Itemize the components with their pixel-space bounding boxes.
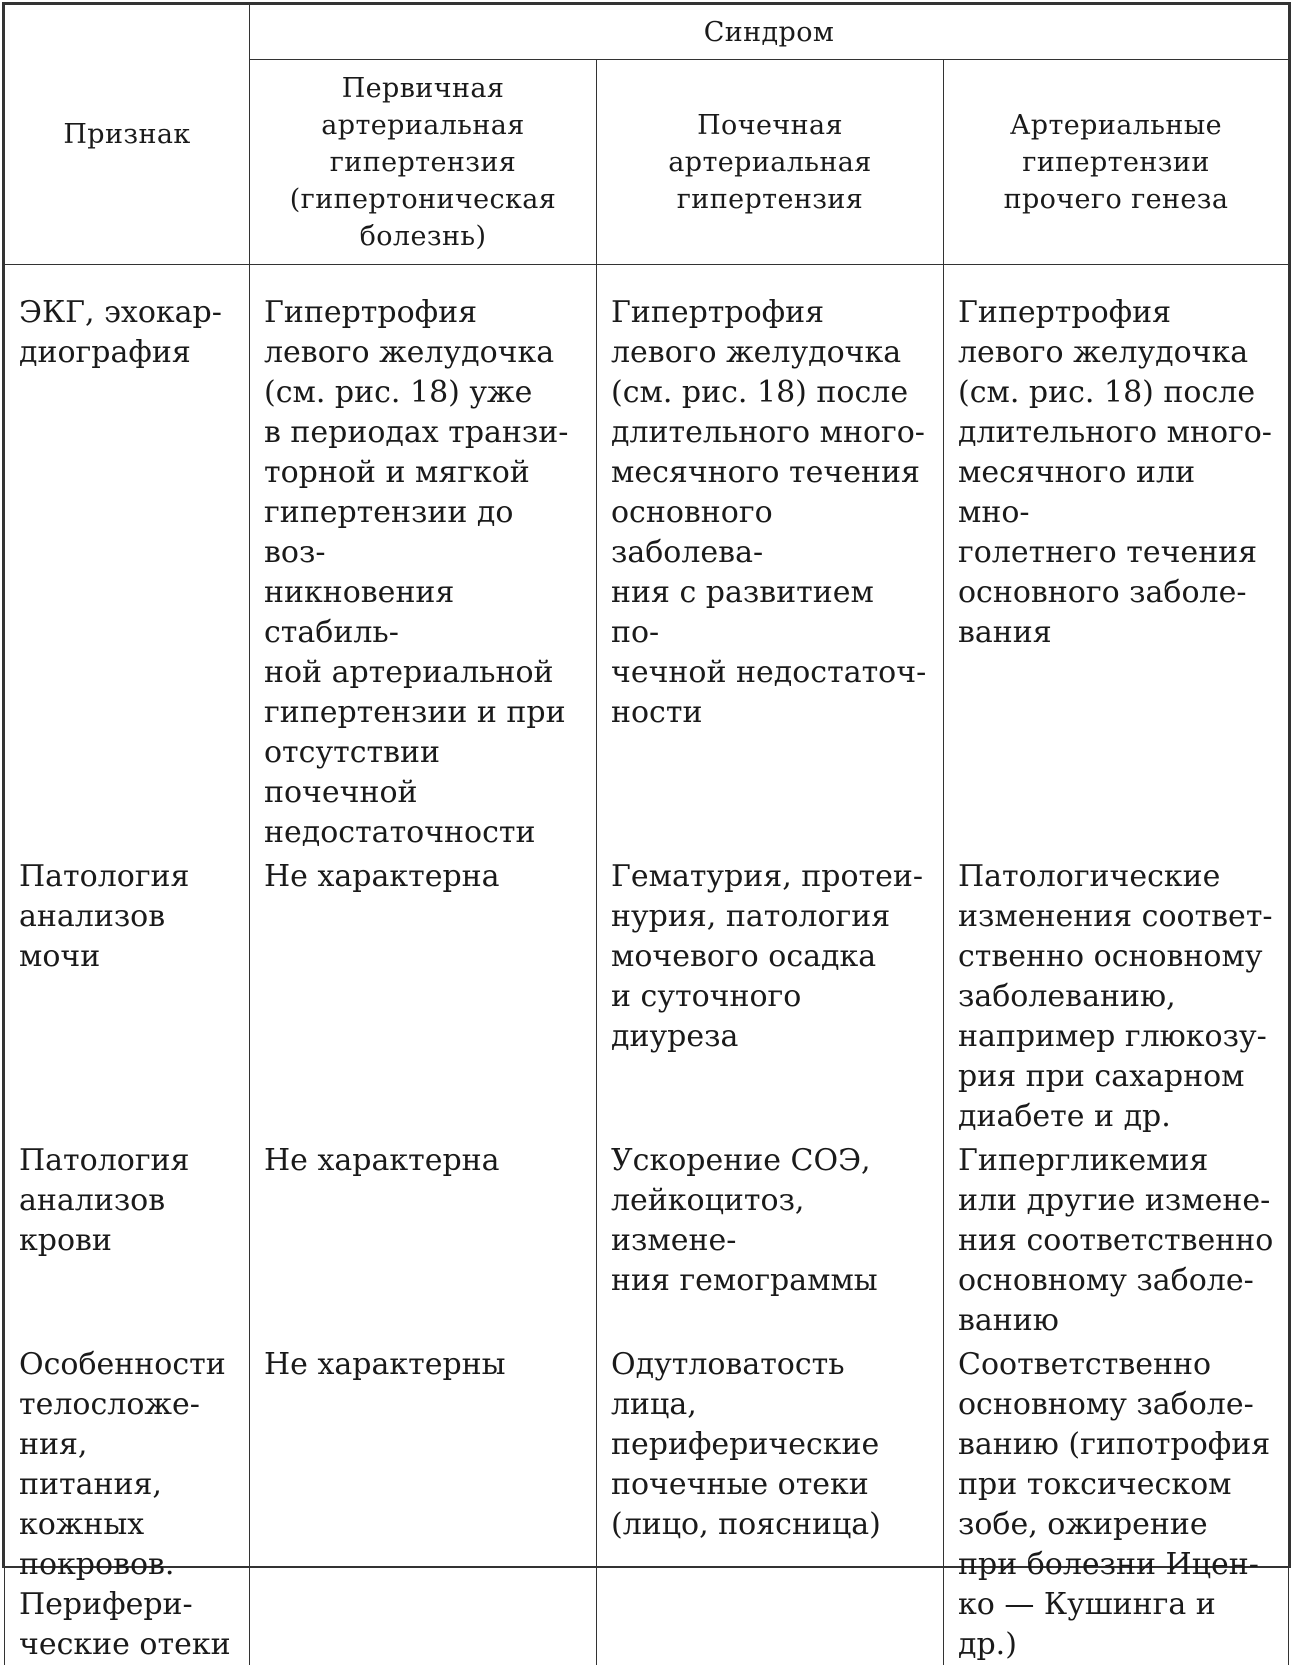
primary-text: Не характерна xyxy=(264,1143,500,1178)
other-text: Гипергликемия или другие измене- ния соответственно основному заболе- ванию xyxy=(958,1143,1274,1338)
feature-cell xyxy=(5,853,250,1137)
renal-cell xyxy=(597,1341,944,1665)
header-syndrome xyxy=(250,5,1289,60)
renal-text: Гематурия, протеи- нурия, патология мочевого осадка и суточного диуреза xyxy=(611,859,924,1054)
table-row-blood xyxy=(5,1137,1289,1341)
hypertension-comparison-table xyxy=(2,2,1291,1662)
header-renal-hypertension xyxy=(597,60,944,265)
table-row-physique xyxy=(5,1341,1289,1665)
other-cell xyxy=(944,1137,1289,1341)
header-row-syndrome xyxy=(5,5,1289,60)
primary-cell xyxy=(250,1137,597,1341)
table-row-ecg xyxy=(5,265,1289,854)
renal-cell xyxy=(597,265,944,854)
header-column-label: Первичная артериальная гипертензия (гипертоническая болезнь) xyxy=(289,72,557,252)
renal-text: Ускорение СОЭ, лейкоцитоз, измене- ния гемограммы xyxy=(611,1143,878,1298)
other-text: Соответственно основному заболе- ванию (гипотрофия при токсическом зобе, ожирение при болезни Ицен- ко — Кушинга и др.) xyxy=(958,1347,1271,1662)
header-feature xyxy=(5,5,250,265)
header-other-hypertension xyxy=(944,60,1289,265)
renal-text: Гипертрофия левого желудочка (см. рис. 18) после длительного много- месячного течения основного заболева- ния с развитием по- чечной недостаточ- ности xyxy=(611,295,927,730)
feature-cell xyxy=(5,1137,250,1341)
header-primary-hypertension xyxy=(250,60,597,265)
header-feature-label: Признак xyxy=(63,119,191,150)
other-cell xyxy=(944,1341,1289,1665)
feature-text: Патология анализов крови xyxy=(19,1143,190,1258)
renal-cell xyxy=(597,1137,944,1341)
feature-text: Особенности телосложе- ния, питания, кожных покровов. Перифери- ческие отеки xyxy=(19,1347,231,1662)
feature-cell xyxy=(5,265,250,854)
primary-cell xyxy=(250,265,597,854)
header-syndrome-label: Синдром xyxy=(703,16,835,48)
feature-text: Патология анализов мочи xyxy=(19,859,190,974)
other-text: Гипертрофия левого желудочка (см. рис. 18) после длительного много- месячного или мно- голетнего течения основного заболе- вания xyxy=(958,295,1272,650)
syndrome-table xyxy=(4,4,1289,1665)
other-text: Патологические изменения соответ- ственно основному заболеванию, например глюкозу- рия при сахарном диабете и др. xyxy=(958,859,1273,1134)
other-cell xyxy=(944,853,1289,1137)
feature-text: ЭКГ, эхокар- диография xyxy=(19,295,222,370)
feature-cell xyxy=(5,1341,250,1665)
renal-text: Одутловатость лица, периферические почечные отеки (лицо, поясница) xyxy=(611,1347,881,1542)
primary-text: Не характерна xyxy=(264,859,500,894)
header-column-label: Артериальные гипертензии прочего генеза xyxy=(1003,109,1229,215)
primary-text: Гипертрофия левого желудочка (см. рис. 18) уже в периодах транзи- торной и мягкой гипертензии до воз- никновения стабиль- ной артериальной гипертензии и при отсутствии почечной недостаточности xyxy=(264,295,569,850)
renal-cell xyxy=(597,853,944,1137)
header-column-label: Почечная артериальная гипертензия xyxy=(668,109,872,215)
other-cell xyxy=(944,265,1289,854)
primary-cell xyxy=(250,853,597,1137)
primary-cell xyxy=(250,1341,597,1665)
primary-text: Не характерны xyxy=(264,1347,506,1382)
table-row-urine xyxy=(5,853,1289,1137)
